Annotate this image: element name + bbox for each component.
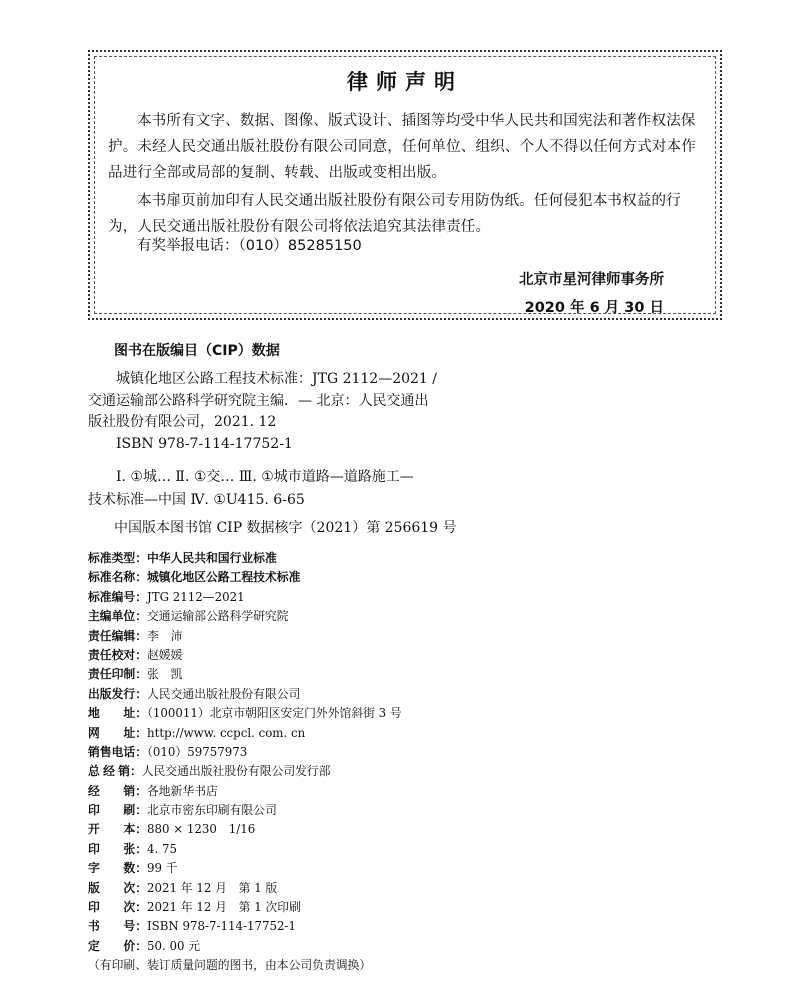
cip-line-2: 交通运输部公路科学研究院主编．— 北京：人民交通出 bbox=[88, 392, 429, 409]
lawyer-notice-box bbox=[88, 50, 722, 320]
info-row: 版 次：2021 年 12 月 第 1 版 bbox=[88, 880, 278, 895]
info-row: 印 次：2021 年 12 月 第 1 次印刷 bbox=[88, 900, 301, 915]
info-row: 出版发行：人民交通出版社股份有限公司 bbox=[88, 686, 301, 701]
info-row: 字 数：99 千 bbox=[88, 861, 178, 876]
info-row: 开 本：880 × 1230 1/16 bbox=[88, 822, 256, 837]
info-row: 标准编号：JTG 2112—2021 bbox=[88, 589, 245, 604]
publication-info bbox=[88, 549, 688, 976]
info-row: 主编单位：交通运输部公路科学研究院 bbox=[88, 609, 289, 624]
info-row: 印 刷：北京市密东印刷有限公司 bbox=[88, 803, 277, 818]
info-row: 责任编辑：李 沛 bbox=[88, 628, 183, 643]
info-row: 责任校对：赵媛媛 bbox=[88, 647, 183, 662]
notice-paragraph-anti-counterfeit: 本书扉页前加印有人民交通出版社股份有限公司专用防伪纸。任何侵犯本书权益的行为，人民交通出版社股份有限公司将依法追究其法律责任。 bbox=[108, 193, 681, 235]
info-row: 定 价：50. 00 元 bbox=[88, 938, 201, 953]
notice-title: 律师声明 bbox=[347, 70, 463, 94]
quality-note: （有印刷、装订质量问题的图书，由本公司负责调换） bbox=[88, 958, 372, 973]
cip-title: 图书在版编目（CIP）数据 bbox=[114, 343, 280, 359]
cip-line-3: 版社股份有限公司，2021. 12 bbox=[88, 414, 277, 430]
notice-paragraph-copyright: 本书所有文字、数据、图像、版式设计、插图等均受中华人民共和国宪法和著作权法保护。未经人民交通出版社股份有限公司同意，任何单位、组织、个人不得以任何方式对本作品进行全部或局部的复制、转载、出版或变相出版。 bbox=[108, 113, 696, 181]
notice-date: 2020 年 6 月 30 日 bbox=[524, 300, 664, 316]
cip-classification bbox=[88, 466, 548, 512]
cip-class-line-2: 技术标准—中国 Ⅳ. ①U415. 6-65 bbox=[88, 492, 305, 508]
info-row: 书 号：ISBN 978-7-114-17752-1 bbox=[88, 919, 296, 934]
cip-isbn: ISBN 978-7-114-17752-1 bbox=[116, 435, 293, 452]
info-row: 责任印制：张 凯 bbox=[88, 667, 183, 682]
law-firm-name: 北京市星河律师事务所 bbox=[519, 272, 664, 288]
cip-line-1: 城镇化地区公路工程技术标准：JTG 2112—2021 / bbox=[116, 371, 438, 387]
cip-record bbox=[88, 369, 548, 455]
info-row: 标准名称：城镇化地区公路工程技术标准 bbox=[88, 570, 301, 585]
info-row: 印 张：4. 75 bbox=[88, 841, 178, 856]
cip-data-number: 中国版本图书馆 CIP 数据核字（2021）第 256619 号 bbox=[114, 520, 457, 536]
cip-class-line-1: Ⅰ. ①城… Ⅱ. ①交… Ⅲ. ①城市道路—道路施工— bbox=[116, 469, 414, 485]
info-row: 经 销：各地新华书店 bbox=[88, 783, 218, 798]
report-hotline: 有奖举报电话：（010）85285150 bbox=[137, 238, 362, 254]
info-row: 总 经 销：人民交通出版社股份有限公司发行部 bbox=[88, 764, 331, 779]
info-row: 网 址：http://www. ccpcl. com. cn bbox=[88, 725, 306, 740]
info-row: 标准类型：中华人民共和国行业标准 bbox=[88, 551, 277, 565]
info-row: 地 址：（100011）北京市朝阳区安定门外外馆斜街 3 号 bbox=[88, 706, 402, 721]
info-row: 销售电话：（010）59757973 bbox=[88, 744, 248, 759]
